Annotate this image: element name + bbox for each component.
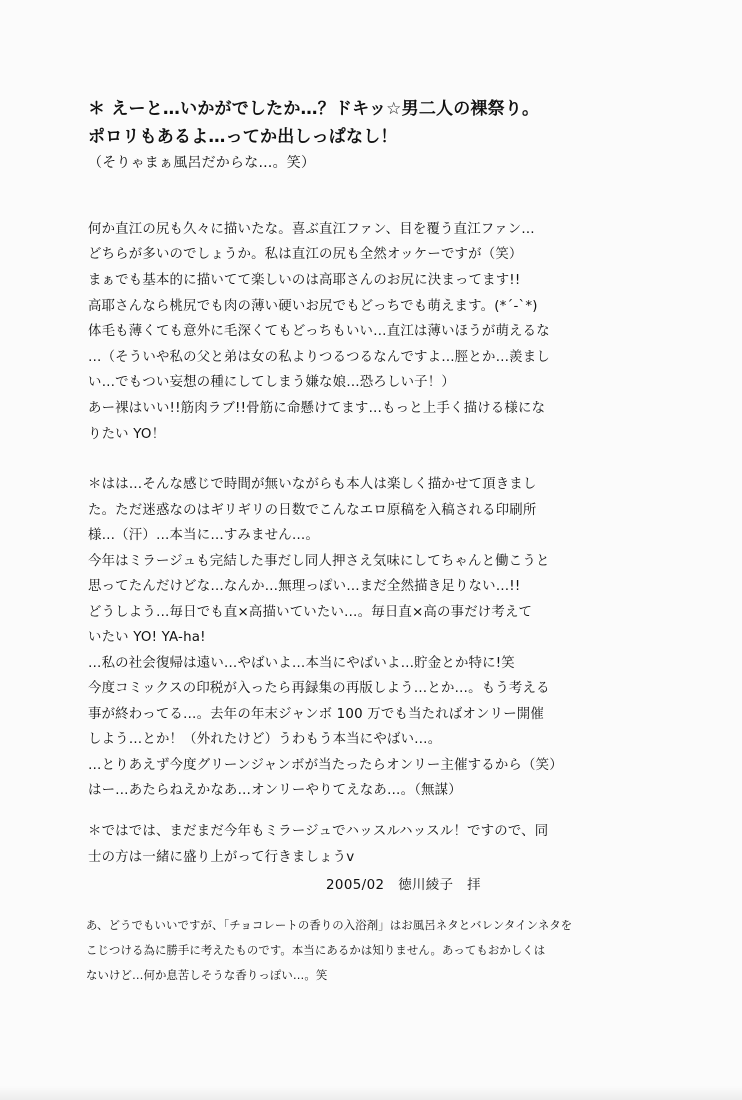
text-line: あー裸はいい!!筋肉ラブ!!骨筋に命懸けてます…もっと上手く描ける様にな (88, 401, 546, 416)
text-line: た。ただ迷惑なのはギリギリの日数でこんなエロ原稿を入稿される印刷所 (88, 503, 537, 518)
text-line: しよう…とか！（外れたけど）うわもう本当にやばい…。 (88, 732, 442, 747)
intro-aside: （そりゃまぁ風呂だからな…。笑） (88, 155, 316, 171)
text-line: …私の社会復帰は遠い…やばいよ…本当にやばいよ…貯金とか特に!笑 (88, 656, 515, 671)
text-line: ＊ではでは、まだまだ今年もミラージュでハッスルハッスル！ですので、同 (88, 824, 549, 839)
text-line: いたい YO! YA-ha! (88, 630, 206, 645)
text-line: 士の方は一緒に盛り上がって行きましょうv (88, 850, 355, 865)
footnote-line: ないけど…何か息苦しそうな香りっぽい…。笑 (86, 968, 328, 982)
text-line: …（そういや私の父と弟は女の私よりつるつるなんですよ…脛とか…羨まし (88, 350, 550, 365)
text-line: 体毛も薄くても意外に毛深くてもどっちもいい…直江は薄いほうが萌えるな (88, 324, 550, 339)
text-line: …とりあえず今度グリーンジャンボが当たったらオンリー主催するから（笑） (88, 758, 563, 773)
signature: 2005/02 徳川綾子 拝 (326, 878, 481, 893)
text-line: 事が終わってる…。去年の年末ジャンボ 100 万でも当たればオンリー開催 (88, 707, 544, 722)
text-line: 何か直江の尻も久々に描いたな。喜ぶ直江ファン、目を覆う直江ファン… (88, 222, 535, 237)
text-line: りたい YO！ (88, 427, 166, 442)
intro-heading-line-2: ポロリもあるよ…ってか出しっぱなし！ (88, 127, 398, 147)
text-line: い…でもつい妄想の種にしてしまう嫌な娘…恐ろしい子！） (88, 375, 455, 390)
text-line: 高耶さんなら桃尻でも肉の薄い硬いお尻でもどっちでも萌えます。(*´-`*) (88, 299, 538, 314)
footnote-line: あ、どうでもいいですが、「チョコレートの香りの入浴剤」はお風呂ネタとバレンタインネタを (86, 918, 573, 932)
page-bottom-edge (0, 1086, 742, 1100)
text-line: どうしよう…毎日でも直×高描いていたい…。毎日直×高の事だけ考えて (88, 605, 533, 620)
text-line: はー…あたらねえかなあ…オンリーやりてえなあ…。（無謀） (88, 783, 462, 798)
intro-heading-line-1: ＊ えーと…いかがでしたか…？ドキッ☆男二人の裸祭り。 (88, 99, 540, 119)
text-line: ＊はは…そんな感じで時間が無いながらも本人は楽しく描かせて頂きまし (88, 477, 537, 492)
text-line: どちらが多いのでしょうか。私は直江の尻も全然オッケーですが（笑） (88, 247, 523, 262)
text-line: 今度コミックスの印税が入ったら再録集の再版しよう…とか…。もう考える (88, 681, 550, 696)
footnote-line: こじつける為に勝手に考えたものです。本当にあるかは知りません。あってもおかしくは (86, 943, 546, 957)
text-line: 様…（汗）…本当に…すみません…。 (88, 528, 320, 543)
text-line: 思ってたんだけどな…なんか…無理っぽい…まだ全然描き足りない…!! (88, 579, 521, 594)
text-line: 今年はミラージュも完結した事だし同人押さえ気味にしてちゃんと働こうと (88, 554, 550, 569)
text-line: まぁでも基本的に描いてて楽しいのは高耶さんのお尻に決まってます!! (88, 273, 521, 288)
